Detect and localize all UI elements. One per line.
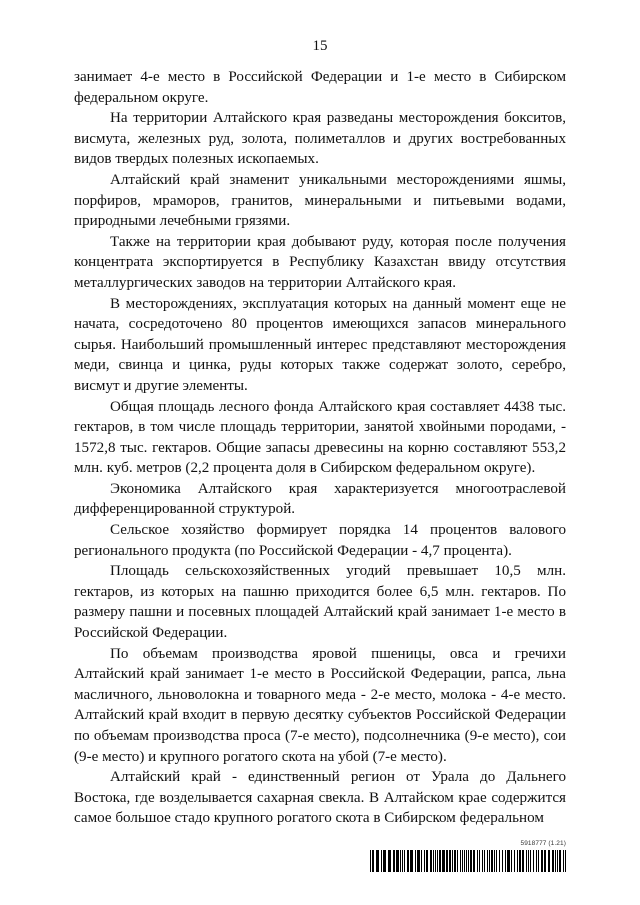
paragraph: Алтайский край знаменит уникальными месторождениями яшмы, порфиров, мраморов, гранитов, минеральными и питьевыми водами, природными лечебными грязями. bbox=[74, 171, 566, 230]
document-code: 5918777 (1.21) bbox=[520, 840, 566, 847]
paragraph: Также на территории края добывают руду, которая после получения концентрата экспортируется в Республику Казахстан ввиду отсутствия металлургических заводов на территории Алтайского края. bbox=[74, 233, 566, 291]
paragraph: По объемам производства яровой пшеницы, овса и гречихи Алтайский край занимает 1-е место в Российской Федерации, рапса, льна масличного, льноволокна и товарного меда - 2-е место, молока - 4-е место. Алтайский край входит в первую десятку субъектов Российской Федерации по объемам производства проса (7-е место), подсолнечника (9-е место), сои (9-е место) и крупного рогатого скота на убой (7-е место). bbox=[74, 645, 566, 765]
paragraph: Общая площадь лесного фонда Алтайского края составляет 4438 тыс. гектаров, в том числе площадь территории, занятой хвойными породами, - 1572,8 тыс. гектаров. Общие запасы древесины на корню составляют 553,2 млн. куб. метров (2,2 процента доля в Сибирском федеральном округе). bbox=[74, 398, 566, 477]
paragraph: Экономика Алтайского края характеризуется многоотраслевой дифференцированной структурой. bbox=[74, 480, 566, 518]
paragraph: Площадь сельскохозяйственных угодий превышает 10,5 млн. гектаров, из которых на пашню приходится более 6,5 млн. гектаров. По размеру пашни и посевных площадей Алтайский край занимает 1-е место в Российской Федерации. bbox=[74, 563, 566, 642]
barcode-icon bbox=[370, 850, 566, 872]
document-body bbox=[74, 67, 566, 829]
paragraph: На территории Алтайского края разведаны месторождения бокситов, висмута, железных руд, золота, полиметаллов и других востребованных видов твердых полезных ископаемых. bbox=[74, 110, 566, 168]
paragraph: Сельское хозяйство формирует порядка 14 процентов валового регионального продукта (по Российской Федерации - 4,7 процента). bbox=[74, 522, 566, 559]
page-number: 15 bbox=[312, 38, 328, 54]
paragraph: занимает 4-е место в Российской Федерации и 1-е место в Сибирском федеральном округе. bbox=[74, 69, 566, 106]
paragraph: В месторождениях, эксплуатация которых на данный момент еще не начата, сосредоточено 80 процентов имеющихся запасов минерального сырья. Наибольший промышленный интерес представляют месторождения меди, свинца и цинка, руды которых также содержат золото, серебро, висмут и другие элементы. bbox=[74, 295, 566, 394]
paragraph: Алтайский край - единственный регион от Урала до Дальнего Востока, где возделывается сахарная свекла. В Алтайском крае содержится самое большое стадо крупного рогатого скота в Сибирском федеральном bbox=[74, 769, 566, 827]
